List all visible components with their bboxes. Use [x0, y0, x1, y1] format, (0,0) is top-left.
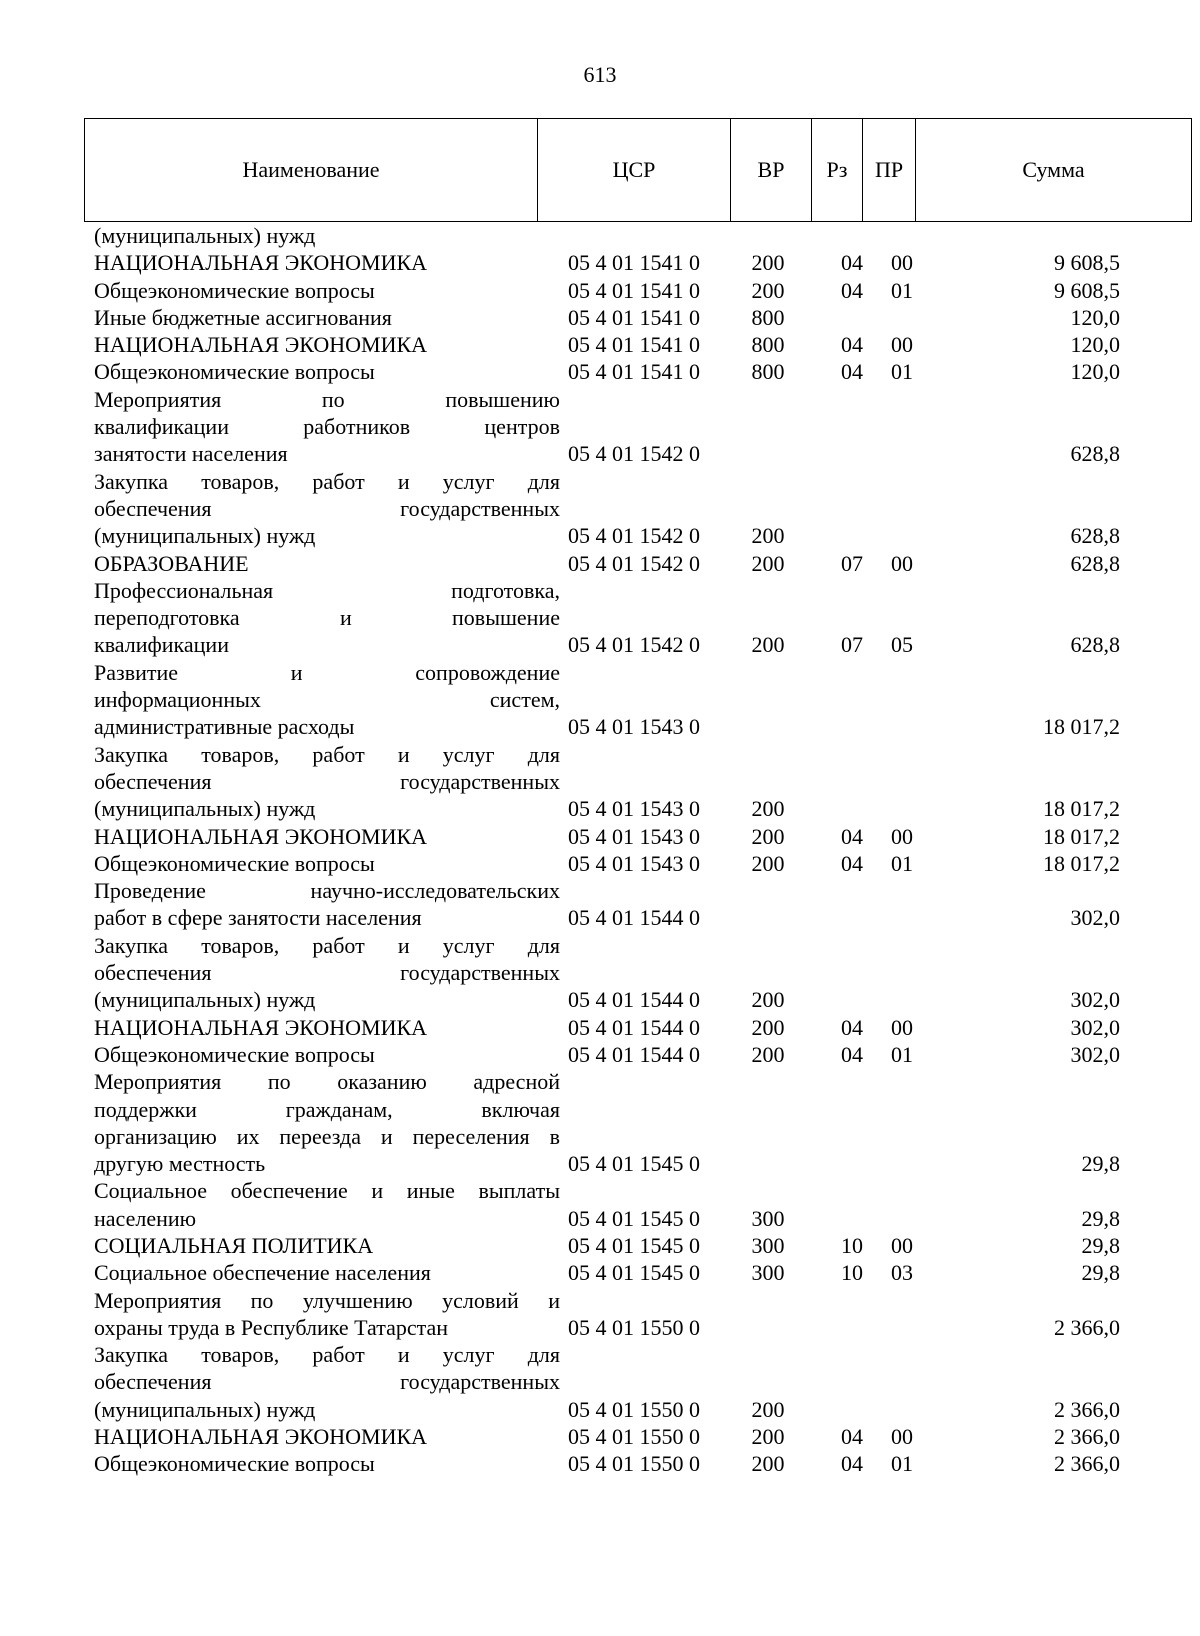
row-vr: 200 — [751, 632, 785, 658]
row-name-line: поддержки гражданам, включая — [94, 1096, 560, 1122]
row-name-line: Общеэкономические вопросы — [94, 1451, 375, 1477]
table-row — [84, 468, 1192, 550]
row-pr: 00 — [891, 332, 913, 358]
row-sum: 18 017,2 — [1043, 823, 1120, 849]
row-csr: 05 4 01 1541 0 — [568, 332, 700, 358]
row-pr: 01 — [891, 1451, 913, 1477]
row-sum: 302,0 — [1070, 987, 1120, 1013]
row-sum: 302,0 — [1070, 1014, 1120, 1040]
row-rz: 04 — [841, 1451, 863, 1477]
row-name — [84, 823, 560, 850]
row-name-line: Мероприятия по оказанию адресной — [94, 1069, 560, 1095]
table-row — [84, 1177, 1192, 1232]
row-pr: 00 — [891, 550, 913, 576]
header-csr: ЦСР — [538, 119, 731, 222]
row-name — [84, 932, 560, 1014]
row-sum: 120,0 — [1070, 359, 1120, 385]
table-row — [84, 1423, 1192, 1450]
row-rz: 04 — [841, 823, 863, 849]
row-name-line: работ в сфере занятости населения — [94, 905, 422, 931]
row-name-line: обеспечения государственных — [94, 960, 560, 986]
row-pr: 00 — [891, 1014, 913, 1040]
row-vr: 300 — [751, 1232, 785, 1258]
row-sum: 302,0 — [1070, 1041, 1120, 1067]
row-rz: 04 — [841, 1014, 863, 1040]
row-csr: 05 4 01 1543 0 — [568, 796, 700, 822]
table-row — [84, 386, 1192, 468]
row-name-line: административные расходы — [94, 714, 355, 740]
row-name-line: Закупка товаров, работ и услуг для — [94, 468, 560, 494]
table-body — [84, 222, 1192, 1478]
row-sum: 9 608,5 — [1054, 277, 1120, 303]
row-csr: 05 4 01 1545 0 — [568, 1151, 700, 1177]
row-vr: 200 — [751, 250, 785, 276]
row-rz: 07 — [841, 550, 863, 576]
row-sum: 2 366,0 — [1054, 1314, 1120, 1340]
table-row — [84, 1232, 1192, 1259]
row-pr: 00 — [891, 250, 913, 276]
row-csr: 05 4 01 1542 0 — [568, 550, 700, 576]
row-name-line: обеспечения государственных — [94, 768, 560, 794]
row-csr: 05 4 01 1544 0 — [568, 987, 700, 1013]
row-sum: 29,8 — [1081, 1205, 1120, 1231]
row-name-line: обеспечения государственных — [94, 495, 560, 521]
row-rz: 07 — [841, 632, 863, 658]
row-pr: 01 — [891, 359, 913, 385]
row-name — [84, 304, 560, 331]
row-name — [84, 277, 560, 304]
row-pr: 05 — [891, 632, 913, 658]
row-pr: 01 — [891, 850, 913, 876]
row-csr: 05 4 01 1543 0 — [568, 823, 700, 849]
row-rz: 04 — [841, 277, 863, 303]
row-rz: 10 — [841, 1260, 863, 1286]
row-name-line: Общеэкономические вопросы — [94, 1041, 375, 1067]
row-vr: 200 — [751, 1451, 785, 1477]
table-row — [84, 1450, 1192, 1477]
row-name — [84, 659, 560, 741]
row-name — [84, 1450, 560, 1477]
header-vr: ВР — [731, 119, 812, 222]
table-row — [84, 823, 1192, 850]
row-name — [84, 877, 560, 932]
row-name-line: (муниципальных) нужд — [94, 1396, 316, 1422]
table-row — [84, 222, 1192, 249]
row-name-line: Иные бюджетные ассигнования — [94, 304, 392, 330]
row-sum: 302,0 — [1070, 905, 1120, 931]
row-name-line: организацию их переезда и переселения в — [94, 1123, 560, 1149]
row-name-line: НАЦИОНАЛЬНАЯ ЭКОНОМИКА — [94, 332, 428, 358]
row-csr: 05 4 01 1541 0 — [568, 277, 700, 303]
table-row — [84, 577, 1192, 659]
row-name-line: Развитие и сопровождение — [94, 659, 560, 685]
row-name-line: квалификации — [94, 632, 229, 658]
table-row — [84, 932, 1192, 1014]
row-name-line: (муниципальных) нужд — [94, 523, 316, 549]
row-csr: 05 4 01 1542 0 — [568, 523, 700, 549]
row-rz: 04 — [841, 1424, 863, 1450]
row-sum: 628,8 — [1070, 550, 1120, 576]
row-csr: 05 4 01 1541 0 — [568, 359, 700, 385]
table-row — [84, 1014, 1192, 1041]
row-vr: 200 — [751, 823, 785, 849]
row-pr: 00 — [891, 1232, 913, 1258]
row-name — [84, 1341, 560, 1423]
row-name — [84, 577, 560, 659]
row-name-line: НАЦИОНАЛЬНАЯ ЭКОНОМИКА — [94, 1014, 428, 1040]
row-name-line: охраны труда в Республике Татарстан — [94, 1314, 449, 1340]
table-header — [84, 118, 1192, 222]
row-sum: 2 366,0 — [1054, 1451, 1120, 1477]
row-csr: 05 4 01 1543 0 — [568, 714, 700, 740]
row-pr: 01 — [891, 1041, 913, 1067]
row-vr: 200 — [751, 796, 785, 822]
row-name-line: другую местность — [94, 1151, 266, 1177]
table-row — [84, 249, 1192, 276]
row-vr: 800 — [751, 304, 785, 330]
row-pr: 01 — [891, 277, 913, 303]
row-name — [84, 741, 560, 823]
header-sum: Сумма — [916, 119, 1192, 222]
row-vr: 200 — [751, 277, 785, 303]
row-name — [84, 1232, 560, 1259]
row-name-line: НАЦИОНАЛЬНАЯ ЭКОНОМИКА — [94, 1424, 428, 1450]
row-vr: 200 — [751, 550, 785, 576]
row-csr: 05 4 01 1541 0 — [568, 250, 700, 276]
row-csr: 05 4 01 1544 0 — [568, 905, 700, 931]
row-name-line: НАЦИОНАЛЬНАЯ ЭКОНОМИКА — [94, 250, 428, 276]
row-name-line: Профессиональная подготовка, — [94, 577, 560, 603]
row-name — [84, 850, 560, 877]
row-csr: 05 4 01 1544 0 — [568, 1014, 700, 1040]
table-row — [84, 331, 1192, 358]
row-name — [84, 1014, 560, 1041]
table-row — [84, 1341, 1192, 1423]
row-name — [84, 468, 560, 550]
table-row — [84, 1041, 1192, 1068]
row-name-line: НАЦИОНАЛЬНАЯ ЭКОНОМИКА — [94, 823, 428, 849]
row-name-line: информационных систем, — [94, 687, 560, 713]
row-csr: 05 4 01 1550 0 — [568, 1424, 700, 1450]
row-name-line: СОЦИАЛЬНАЯ ПОЛИТИКА — [94, 1232, 374, 1258]
row-sum: 2 366,0 — [1054, 1424, 1120, 1450]
row-sum: 29,8 — [1081, 1232, 1120, 1258]
row-rz: 04 — [841, 332, 863, 358]
row-name-line: занятости населения — [94, 441, 288, 467]
table-row — [84, 877, 1192, 932]
row-vr: 200 — [751, 987, 785, 1013]
row-csr: 05 4 01 1541 0 — [568, 304, 700, 330]
row-name-line: Социальное обеспечение населения — [94, 1260, 431, 1286]
row-name-line: (муниципальных) нужд — [94, 987, 316, 1013]
row-vr: 200 — [751, 1014, 785, 1040]
row-pr: 00 — [891, 823, 913, 849]
table-row — [84, 1287, 1192, 1342]
row-vr: 200 — [751, 1396, 785, 1422]
row-csr: 05 4 01 1550 0 — [568, 1451, 700, 1477]
row-csr: 05 4 01 1545 0 — [568, 1232, 700, 1258]
row-rz: 04 — [841, 250, 863, 276]
row-vr: 200 — [751, 523, 785, 549]
row-csr: 05 4 01 1542 0 — [568, 632, 700, 658]
row-name-line: Закупка товаров, работ и услуг для — [94, 932, 560, 958]
row-sum: 29,8 — [1081, 1260, 1120, 1286]
row-vr: 800 — [751, 359, 785, 385]
table-row — [84, 850, 1192, 877]
row-name — [84, 386, 560, 468]
table-row — [84, 1068, 1192, 1177]
table-row — [84, 741, 1192, 823]
row-csr: 05 4 01 1550 0 — [568, 1314, 700, 1340]
row-name-line: (муниципальных) нужд — [94, 223, 316, 248]
row-name-line: Проведение научно-исследовательских — [94, 878, 560, 904]
header-pr: ПР — [863, 119, 916, 222]
table-row — [84, 277, 1192, 304]
row-sum: 120,0 — [1070, 304, 1120, 330]
row-rz: 04 — [841, 850, 863, 876]
row-name-line: обеспечения государственных — [94, 1369, 560, 1395]
row-name-line: переподготовка и повышение — [94, 605, 560, 631]
row-name-line: Социальное обеспечение и иные выплаты — [94, 1178, 560, 1204]
row-sum: 628,8 — [1070, 441, 1120, 467]
page-number: 613 — [583, 62, 617, 87]
table-row — [84, 358, 1192, 385]
row-csr: 05 4 01 1550 0 — [568, 1396, 700, 1422]
row-rz: 04 — [841, 1041, 863, 1067]
row-name — [84, 1423, 560, 1450]
row-csr: 05 4 01 1544 0 — [568, 1041, 700, 1067]
row-name-line: Мероприятия по улучшению условий и — [94, 1287, 560, 1313]
row-vr: 300 — [751, 1205, 785, 1231]
row-name-line: Закупка товаров, работ и услуг для — [94, 741, 560, 767]
row-name-line: Общеэкономические вопросы — [94, 277, 375, 303]
row-csr: 05 4 01 1543 0 — [568, 850, 700, 876]
row-name — [84, 1287, 560, 1342]
row-sum: 18 017,2 — [1043, 796, 1120, 822]
row-name-line: Общеэкономические вопросы — [94, 850, 375, 876]
row-name-line: Общеэкономические вопросы — [94, 359, 375, 385]
row-vr: 200 — [751, 1041, 785, 1067]
table-row — [84, 304, 1192, 331]
row-name — [84, 358, 560, 385]
row-name — [84, 249, 560, 276]
row-sum: 120,0 — [1070, 332, 1120, 358]
row-csr: 05 4 01 1542 0 — [568, 441, 700, 467]
row-vr: 200 — [751, 1424, 785, 1450]
row-sum: 2 366,0 — [1054, 1396, 1120, 1422]
row-csr: 05 4 01 1545 0 — [568, 1205, 700, 1231]
header-rz: Рз — [812, 119, 863, 222]
row-name-line: квалификации работников центров — [94, 414, 560, 440]
row-name — [84, 1041, 560, 1068]
row-sum: 29,8 — [1081, 1151, 1120, 1177]
row-name-line: (муниципальных) нужд — [94, 796, 316, 822]
row-rz: 04 — [841, 359, 863, 385]
row-sum: 18 017,2 — [1043, 714, 1120, 740]
row-vr: 300 — [751, 1260, 785, 1286]
table-row — [84, 550, 1192, 577]
row-sum: 628,8 — [1070, 632, 1120, 658]
row-name-line: ОБРАЗОВАНИЕ — [94, 550, 249, 576]
row-name — [84, 1177, 560, 1232]
row-name — [84, 1259, 560, 1286]
row-name-line: Мероприятия по повышению — [94, 386, 560, 412]
row-name — [84, 550, 560, 577]
row-vr: 800 — [751, 332, 785, 358]
row-pr: 03 — [891, 1260, 913, 1286]
row-sum: 9 608,5 — [1054, 250, 1120, 276]
row-name — [84, 222, 560, 249]
row-vr: 200 — [751, 850, 785, 876]
table-row — [84, 659, 1192, 741]
table-row — [84, 1259, 1192, 1286]
row-rz: 10 — [841, 1232, 863, 1258]
header-name: Наименование — [85, 119, 538, 222]
row-sum: 628,8 — [1070, 523, 1120, 549]
row-name — [84, 331, 560, 358]
row-name-line: населению — [94, 1205, 197, 1231]
row-name-line: Закупка товаров, работ и услуг для — [94, 1342, 560, 1368]
row-csr: 05 4 01 1545 0 — [568, 1260, 700, 1286]
row-name — [84, 1068, 560, 1177]
row-pr: 00 — [891, 1424, 913, 1450]
row-sum: 18 017,2 — [1043, 850, 1120, 876]
